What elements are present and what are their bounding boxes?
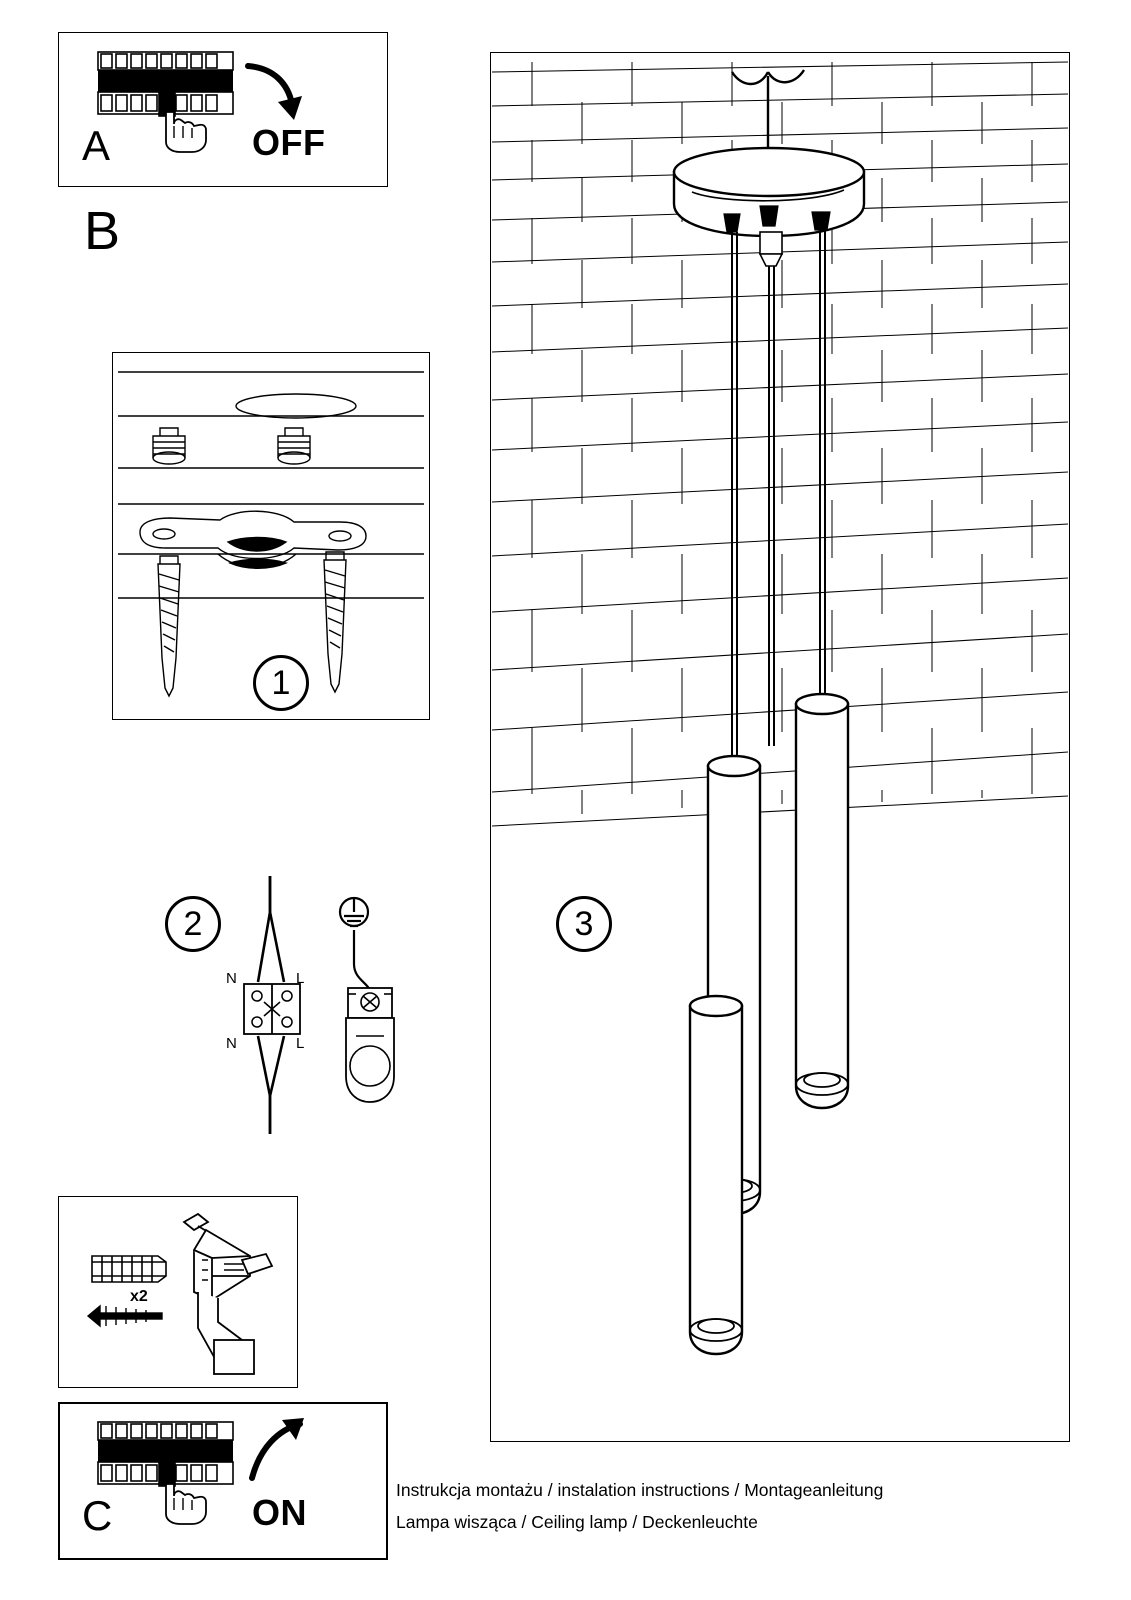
installed-pendant-lamp-on-ceiling-icon bbox=[492, 54, 1068, 1440]
panel-c-letter: C bbox=[82, 1492, 113, 1539]
step-2-number bbox=[165, 896, 221, 952]
panel-a-action-label: OFF bbox=[252, 122, 326, 163]
step-3-number-text: 3 bbox=[574, 904, 594, 943]
terminal-label-l-bottom: L bbox=[296, 1035, 305, 1052]
step-1-number-text: 1 bbox=[271, 663, 291, 702]
drill-wall-plug-screw-icon bbox=[66, 1200, 292, 1384]
terminal-label-n-bottom: N bbox=[226, 1035, 237, 1052]
panel-c-action-label: ON bbox=[252, 1492, 307, 1533]
earth-ground-symbol-icon bbox=[330, 890, 420, 1120]
step-3-number bbox=[556, 896, 612, 952]
panel-a-arrow-icon bbox=[240, 58, 310, 128]
step-1-number bbox=[253, 655, 309, 711]
panel-a-letter: A bbox=[82, 122, 111, 169]
panel-c-arrow-icon bbox=[240, 1416, 310, 1486]
instruction-title-line-1: Instrukcja montażu / instalation instructions / Montageanleitung bbox=[396, 1480, 884, 1500]
terminal-label-l-top: L bbox=[296, 970, 305, 987]
panel-b-letter: B bbox=[84, 201, 121, 261]
step-2-number-text: 2 bbox=[183, 904, 203, 943]
instruction-title-line-2: Lampa wisząca / Ceiling lamp / Deckenleuchte bbox=[396, 1512, 758, 1532]
terminal-label-n-top: N bbox=[226, 970, 237, 987]
tools-quantity-label: x2 bbox=[130, 1288, 148, 1305]
